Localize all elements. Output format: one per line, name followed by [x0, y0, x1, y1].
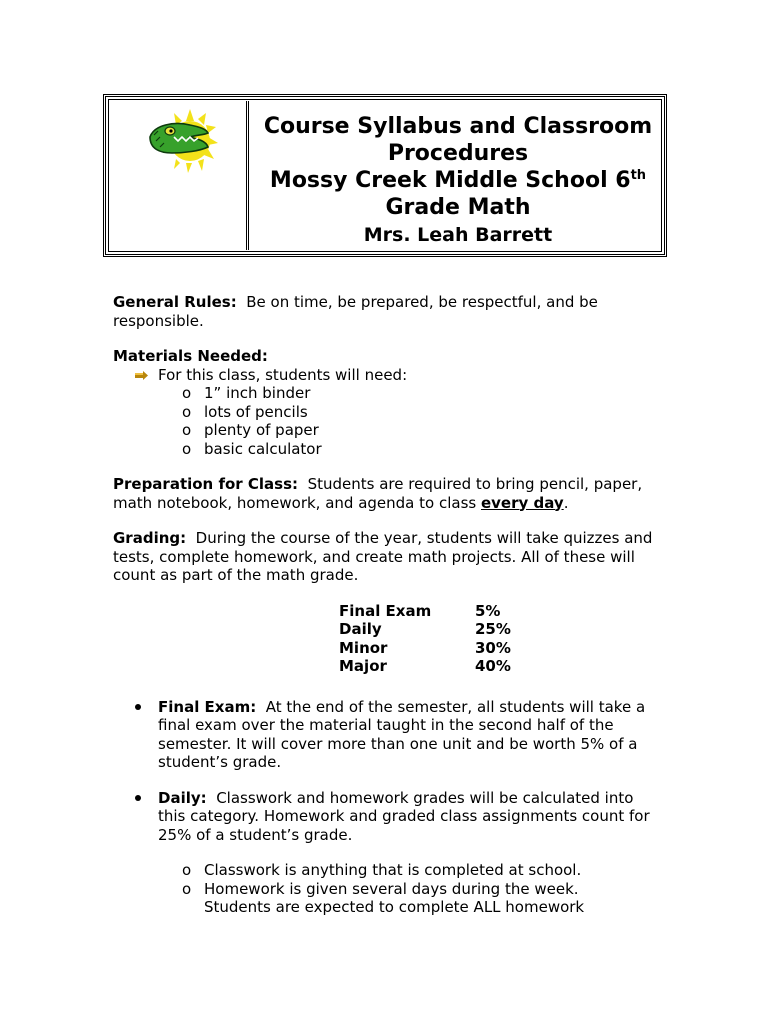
grade-weights-table: [339, 602, 511, 676]
title-line-3: [253, 167, 663, 194]
general-rules-label: General Rules:: [113, 293, 237, 311]
list-item: [113, 403, 663, 422]
weight-percent: 25%: [475, 620, 511, 638]
logo-cell: [110, 101, 249, 250]
list-item: [113, 421, 663, 440]
preparation: [113, 475, 663, 512]
list-marker: o: [182, 402, 192, 421]
title-cell: [253, 101, 663, 250]
list-marker: o: [182, 879, 192, 898]
title-line-1: Course Syllabus and Classroom: [263, 114, 653, 139]
materials-label: Materials Needed:: [113, 347, 268, 365]
list-item: [113, 880, 663, 917]
alligator-sun-logo-icon: [144, 107, 218, 175]
grading-label: Grading:: [113, 529, 187, 547]
material-item-calculator: basic calculator: [204, 439, 322, 458]
weight-percent: 30%: [475, 638, 511, 657]
materials-list: [113, 384, 663, 458]
title-line-2: Procedures: [387, 141, 529, 166]
classwork-note: Classwork is anything that is completed at school.: [204, 861, 582, 879]
final-exam-item: [113, 698, 663, 772]
materials-intro: For this class, students will need:: [158, 365, 408, 384]
preparation-text: Students are required to bring pencil, paper, math notebook, homework, and agenda to class: [113, 475, 643, 512]
weight-percent: 5%: [475, 601, 501, 620]
list-item: [113, 384, 663, 403]
material-item-binder: 1” inch binder: [204, 384, 311, 402]
weight-category: Daily: [339, 620, 382, 638]
material-item-pencils: lots of pencils: [204, 402, 308, 421]
table-row: [339, 657, 511, 676]
final-exam-label: Final Exam:: [158, 697, 257, 716]
list-item: [113, 861, 663, 880]
material-item-paper: plenty of paper: [204, 421, 319, 439]
school-name: Mossy Creek Middle School 6: [269, 168, 631, 193]
grading-details: [113, 698, 663, 917]
final-exam-text: At the end of the semester, all students will take a final exam over the material taught in the second half of the semester. It will cover more than one unit and be worth 5% of a student’s grade.: [158, 697, 646, 771]
daily-sub-list: [113, 861, 663, 917]
list-marker: o: [182, 421, 192, 439]
arrow-bullet-icon: [135, 371, 148, 380]
weight-category: Minor: [339, 638, 388, 657]
homework-note: Homework is given several days during the week. Students are expected to complete ALL homework: [204, 879, 585, 916]
syllabus-content: [113, 293, 663, 917]
table-row: [339, 602, 511, 621]
daily-label: Daily:: [158, 788, 207, 807]
materials-section: [113, 347, 663, 458]
general-rules-text: Be on time, be prepared, be respectful, and be responsible.: [113, 293, 598, 330]
table-row: [339, 639, 511, 658]
title-line-4: Grade Math: [385, 195, 531, 220]
preparation-label: Preparation for Class:: [113, 475, 299, 493]
grading-text: During the course of the year, students will take quizzes and tests, complete homework, and create math projects. All of these will count as part of the math grade.: [113, 529, 653, 584]
grade-superscript: th: [630, 168, 647, 183]
list-marker: o: [182, 861, 192, 879]
weight-category: Major: [339, 657, 387, 675]
bullet-icon: [135, 704, 141, 710]
daily-item: [113, 789, 663, 845]
general-rules: [113, 293, 663, 330]
preparation-period: .: [563, 493, 569, 512]
every-day-emphasis: every day: [480, 493, 564, 512]
list-marker: o: [182, 384, 192, 402]
weight-percent: 40%: [475, 657, 511, 675]
bullet-icon: [135, 795, 141, 801]
grading: [113, 529, 663, 585]
teacher-name: Mrs. Leah Barrett: [363, 224, 553, 246]
list-item: [113, 440, 663, 459]
daily-text: Classwork and homework grades will be calculated into this category. Homework and graded class assignments count for 25% of a student’s grade.: [158, 788, 650, 844]
header-box: [103, 94, 667, 257]
weight-category: Final Exam: [339, 601, 432, 620]
list-marker: o: [182, 439, 192, 458]
materials-intro-row: [113, 366, 663, 385]
table-row: [339, 620, 511, 639]
